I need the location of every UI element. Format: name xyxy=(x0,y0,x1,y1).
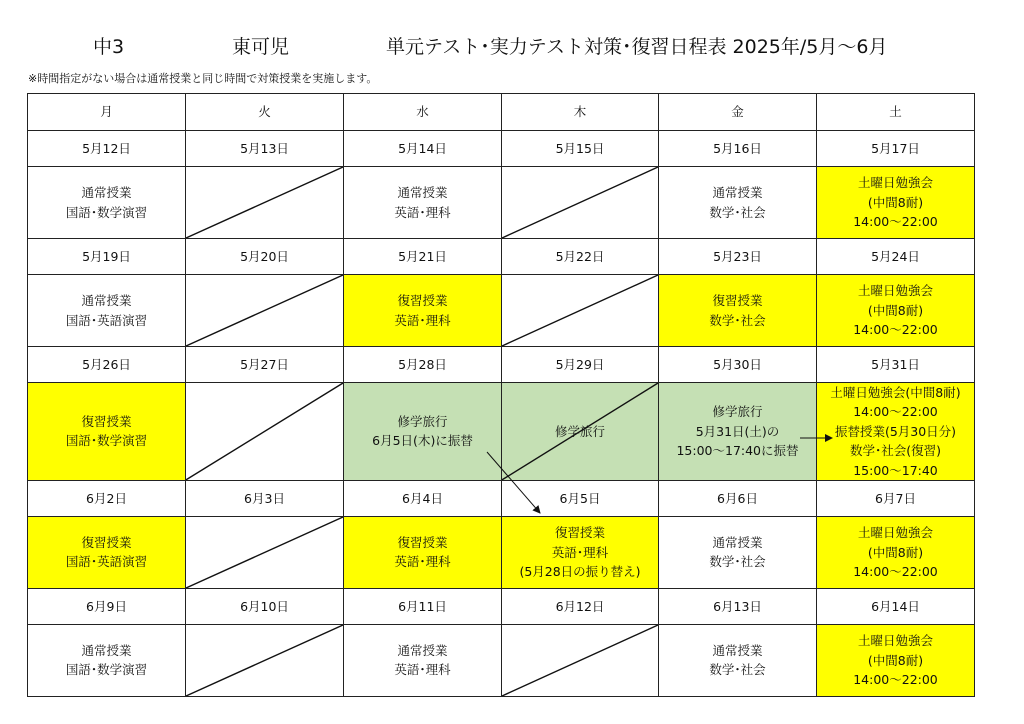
schedule-cell-line: 復習授業 xyxy=(397,293,448,309)
date-cell: 6月4日 xyxy=(344,480,502,516)
schedule-cell xyxy=(659,275,817,347)
schedule-table xyxy=(27,93,975,697)
event-row xyxy=(28,275,975,347)
date-cell: 5月30日 xyxy=(659,347,817,383)
weekday-header-row xyxy=(28,94,975,131)
diagonal-slash-icon xyxy=(186,167,343,238)
school-name: 東可児 xyxy=(232,36,290,58)
date-cell: 5月19日 xyxy=(28,239,186,275)
schedule-cell-line: 英語･理科 xyxy=(551,544,609,560)
schedule-cell-line: (中間8耐) xyxy=(867,544,924,560)
schedule-cell-line: 通常授業 xyxy=(397,643,448,658)
schedule-cell-line: 修学旅行 xyxy=(397,414,448,430)
schedule-cell-line: 復習授業 xyxy=(554,525,605,541)
date-cell: 6月14日 xyxy=(817,588,975,624)
schedule-cell xyxy=(344,624,502,696)
schedule-cell-line: 英語･理科 xyxy=(394,554,451,570)
diagonal-slash-icon xyxy=(186,275,343,346)
date-cell: 5月29日 xyxy=(502,347,659,383)
schedule-cell-line: 土曜日勉強会 xyxy=(857,525,933,541)
grade-label: 中3 xyxy=(93,36,125,58)
schedule-cell-line: 土曜日勉強会(中間8耐) xyxy=(830,385,961,400)
date-row xyxy=(28,347,975,383)
schedule-note: ※時間指定がない場合は通常授業と同じ時間で対策授業を実施します。 xyxy=(28,72,378,85)
date-cell: 5月14日 xyxy=(344,131,502,167)
diagonal-slash-icon xyxy=(502,625,658,696)
date-cell: 5月15日 xyxy=(502,131,659,167)
schedule-cell xyxy=(817,383,975,481)
schedule-cell-line: 数学･社会 xyxy=(709,312,766,328)
schedule-cell-line: 復習授業 xyxy=(397,535,448,550)
event-row xyxy=(28,516,975,588)
schedule-cell xyxy=(28,516,186,588)
schedule-cell xyxy=(344,167,502,239)
schedule-cell-line: 数学･社会(復習) xyxy=(849,443,941,459)
schedule-cell-line: 土曜日勉強会 xyxy=(857,283,933,299)
schedule-cell xyxy=(344,383,502,481)
diagonal-slash-icon xyxy=(186,383,343,480)
date-cell: 5月16日 xyxy=(659,131,817,167)
schedule-cell xyxy=(502,516,659,588)
schedule-cell xyxy=(186,275,344,347)
schedule-cell xyxy=(28,624,186,696)
date-cell: 5月28日 xyxy=(344,347,502,383)
schedule-cell xyxy=(817,516,975,588)
date-cell: 5月17日 xyxy=(817,131,975,167)
diagonal-slash-icon xyxy=(502,167,658,238)
schedule-cell xyxy=(659,383,817,481)
date-cell: 5月24日 xyxy=(817,239,975,275)
date-cell: 5月12日 xyxy=(28,131,186,167)
schedule-cell xyxy=(186,516,344,588)
diagonal-slash-icon xyxy=(502,275,658,346)
event-row xyxy=(28,383,975,481)
schedule-cell-line: 数学･社会 xyxy=(709,662,766,678)
schedule-cell-line: 修学旅行 xyxy=(554,423,605,439)
schedule-cell-line: 英語･理科 xyxy=(394,312,451,328)
date-row xyxy=(28,131,975,167)
schedule-cell-line: (中間8耐) xyxy=(867,194,924,210)
schedule-cell xyxy=(817,624,975,696)
schedule-cell-line: 英語･理科 xyxy=(394,662,451,678)
schedule-cell xyxy=(186,167,344,239)
weekday-header: 土 xyxy=(817,94,975,131)
weekday-header: 水 xyxy=(344,94,502,131)
schedule-cell-line: 通常授業 xyxy=(81,643,132,658)
schedule-cell xyxy=(502,275,659,347)
schedule-cell xyxy=(186,383,344,481)
schedule-cell xyxy=(186,624,344,696)
weekday-header: 月 xyxy=(28,94,186,131)
schedule-cell-line: 国語･英語演習 xyxy=(65,312,148,328)
schedule-cell-line: (5月28日の振り替え) xyxy=(519,564,641,580)
date-row xyxy=(28,588,975,624)
date-cell: 6月12日 xyxy=(502,588,659,624)
date-cell: 5月20日 xyxy=(186,239,344,275)
schedule-cell-line: 14:00～22:00 xyxy=(853,214,938,230)
schedule-cell-line: 通常授業 xyxy=(81,293,132,309)
schedule-cell xyxy=(28,275,186,347)
date-row xyxy=(28,239,975,275)
schedule-cell xyxy=(502,383,659,481)
date-cell: 5月21日 xyxy=(344,239,502,275)
schedule-cell xyxy=(28,383,186,481)
date-cell: 6月9日 xyxy=(28,588,186,624)
schedule-cell xyxy=(659,624,817,696)
date-cell: 5月31日 xyxy=(817,347,975,383)
schedule-cell-line: 14:00～22:00 xyxy=(853,672,938,688)
schedule-cell-line: 英語･理科 xyxy=(394,204,451,220)
schedule-cell-line: (中間8耐) xyxy=(867,302,924,318)
date-cell: 6月11日 xyxy=(344,588,502,624)
schedule-cell-line: 5月31日(土)の xyxy=(695,423,780,439)
schedule-cell-line: 通常授業 xyxy=(712,185,763,201)
weekday-header: 木 xyxy=(502,94,659,131)
date-cell: 6月13日 xyxy=(659,588,817,624)
diagonal-slash-icon xyxy=(186,625,343,696)
schedule-cell xyxy=(659,516,817,588)
date-cell: 6月3日 xyxy=(186,480,344,516)
schedule-cell-line: 6月5日(木)に振替 xyxy=(372,433,473,449)
schedule-cell-line: 15:00～17:40 xyxy=(853,462,938,478)
schedule-cell-line: 通常授業 xyxy=(81,185,132,201)
event-row xyxy=(28,167,975,239)
schedule-cell xyxy=(817,275,975,347)
date-cell: 5月22日 xyxy=(502,239,659,275)
schedule-cell-line: (中間8耐) xyxy=(867,652,924,668)
schedule-cell xyxy=(659,167,817,239)
date-cell: 6月5日 xyxy=(502,480,659,516)
diagonal-slash-icon xyxy=(186,517,343,588)
schedule-cell-line: 14:00～22:00 xyxy=(853,322,938,338)
schedule-cell-line: 国語･数学演習 xyxy=(65,204,148,220)
schedule-cell-line: 復習授業 xyxy=(712,293,763,309)
date-cell: 5月23日 xyxy=(659,239,817,275)
date-cell: 5月13日 xyxy=(186,131,344,167)
schedule-cell-line: 数学･社会 xyxy=(709,554,766,570)
schedule-cell-line: 通常授業 xyxy=(397,185,448,201)
schedule-cell-line: 国語･英語演習 xyxy=(65,554,148,570)
schedule-cell-line: 土曜日勉強会 xyxy=(857,633,933,649)
schedule-cell xyxy=(502,624,659,696)
schedule-cell-line: 復習授業 xyxy=(81,414,132,430)
date-cell: 5月26日 xyxy=(28,347,186,383)
schedule-cell-line: 振替授業(5月30日分) xyxy=(834,423,957,439)
event-row xyxy=(28,624,975,696)
schedule-cell-line: 15:00～17:40に振替 xyxy=(676,443,799,459)
weekday-header: 金 xyxy=(659,94,817,131)
schedule-cell xyxy=(502,167,659,239)
page-title: 単元テスト･実力テスト対策･復習日程表 2025年/5月～6月 xyxy=(386,36,888,58)
date-cell: 6月6日 xyxy=(659,480,817,516)
schedule-cell-line: 修学旅行 xyxy=(712,404,763,420)
date-cell: 6月2日 xyxy=(28,480,186,516)
date-cell: 6月7日 xyxy=(817,480,975,516)
schedule-cell-line: 通常授業 xyxy=(712,643,763,658)
schedule-cell-line: 14:00～22:00 xyxy=(853,404,938,420)
schedule-cell-line: 国語･数学演習 xyxy=(65,433,148,449)
schedule-cell xyxy=(817,167,975,239)
schedule-cell xyxy=(28,167,186,239)
schedule-cell-line: 復習授業 xyxy=(81,535,132,550)
date-cell: 5月27日 xyxy=(186,347,344,383)
schedule-cell xyxy=(344,275,502,347)
schedule-cell-line: 土曜日勉強会 xyxy=(857,175,933,191)
date-row xyxy=(28,480,975,516)
schedule-cell-line: 国語･数学演習 xyxy=(65,662,148,678)
weekday-header: 火 xyxy=(186,94,344,131)
schedule-cell-line: 数学･社会 xyxy=(709,204,766,220)
schedule-cell-line: 通常授業 xyxy=(712,535,763,550)
schedule-cell xyxy=(344,516,502,588)
date-cell: 6月10日 xyxy=(186,588,344,624)
schedule-cell-line: 14:00～22:00 xyxy=(853,564,938,580)
